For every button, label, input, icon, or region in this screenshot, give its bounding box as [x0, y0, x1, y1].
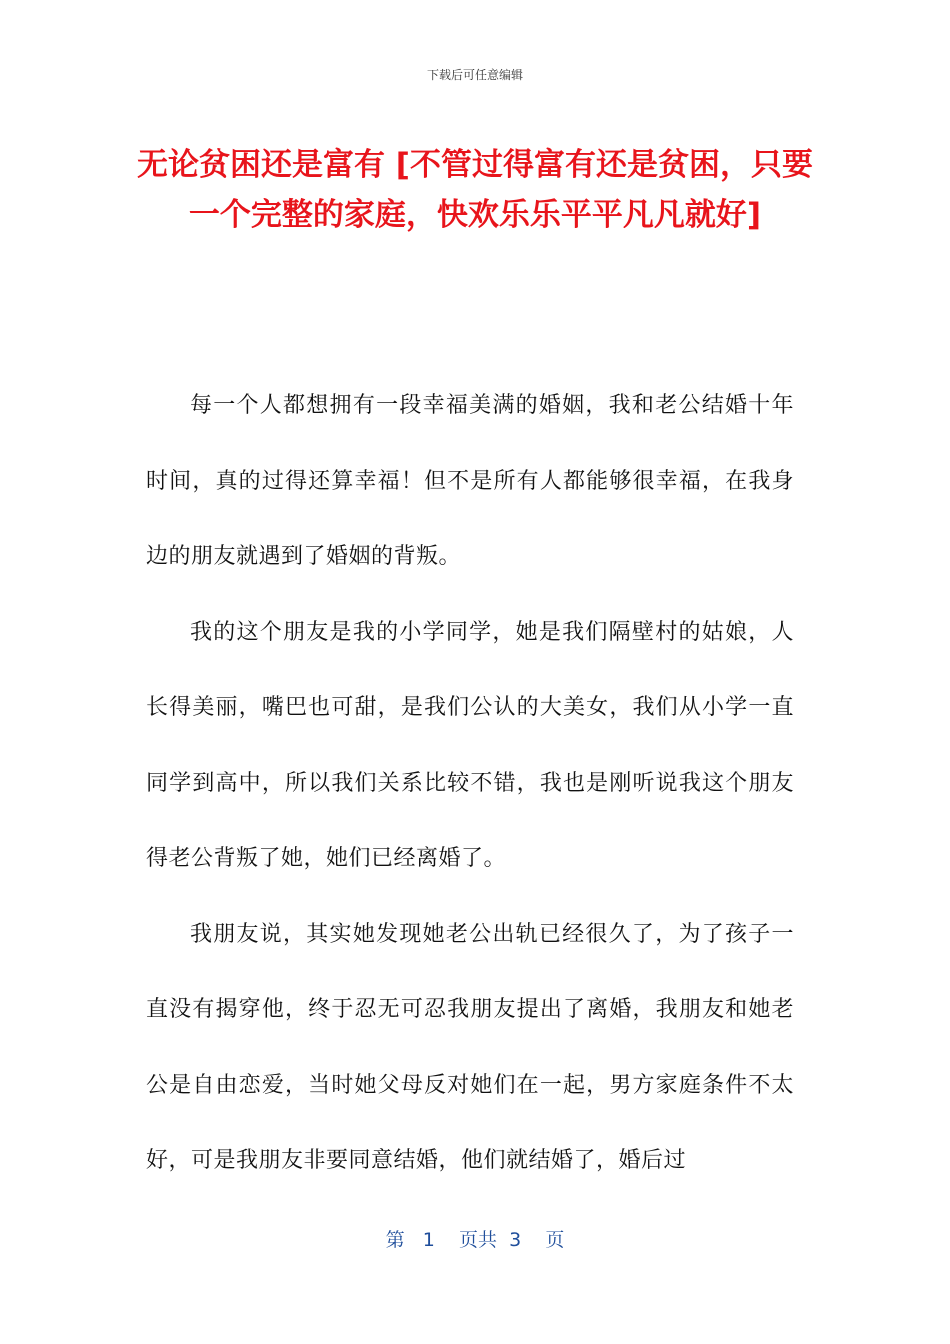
paragraph-1: 每一个人都想拥有一段幸福美满的婚姻，我和老公结婚十年时间，真的过得还算幸福！但不是所有人都能够很幸福，在我身边的朋友就遇到了婚姻的背叛。	[146, 393, 794, 569]
page-number-footer: 第 1 页共 3 页	[385, 1229, 565, 1251]
document-title: 无论贫困还是富有 [不管过得富有还是贫困，只要一个完整的家庭，快欢乐乐平平凡凡就好]	[137, 147, 813, 233]
paragraph-3: 我朋友说，其实她发现她老公出轨已经很久了，为了孩子一直没有揭穿他，终于忍无可忍我朋友提出了离婚，我朋友和她老公是自由恋爱，当时她父母反对她们在一起，男方家庭条件不太好，可是我朋友非要同意结婚，他们就结婚了，婚后过	[146, 921, 794, 1173]
paragraph-2: 我的这个朋友是我的小学同学，她是我们隔壁村的姑娘，人长得美丽，嘴巴也可甜，是我们公认的大美女，我们从小学一直同学到高中，所以我们关系比较不错，我也是刚听说我这个朋友得老公背叛了她，她们已经离婚了。	[146, 619, 794, 871]
header-note: 下载后可任意编辑	[426, 68, 523, 82]
document-body	[146, 368, 794, 1199]
